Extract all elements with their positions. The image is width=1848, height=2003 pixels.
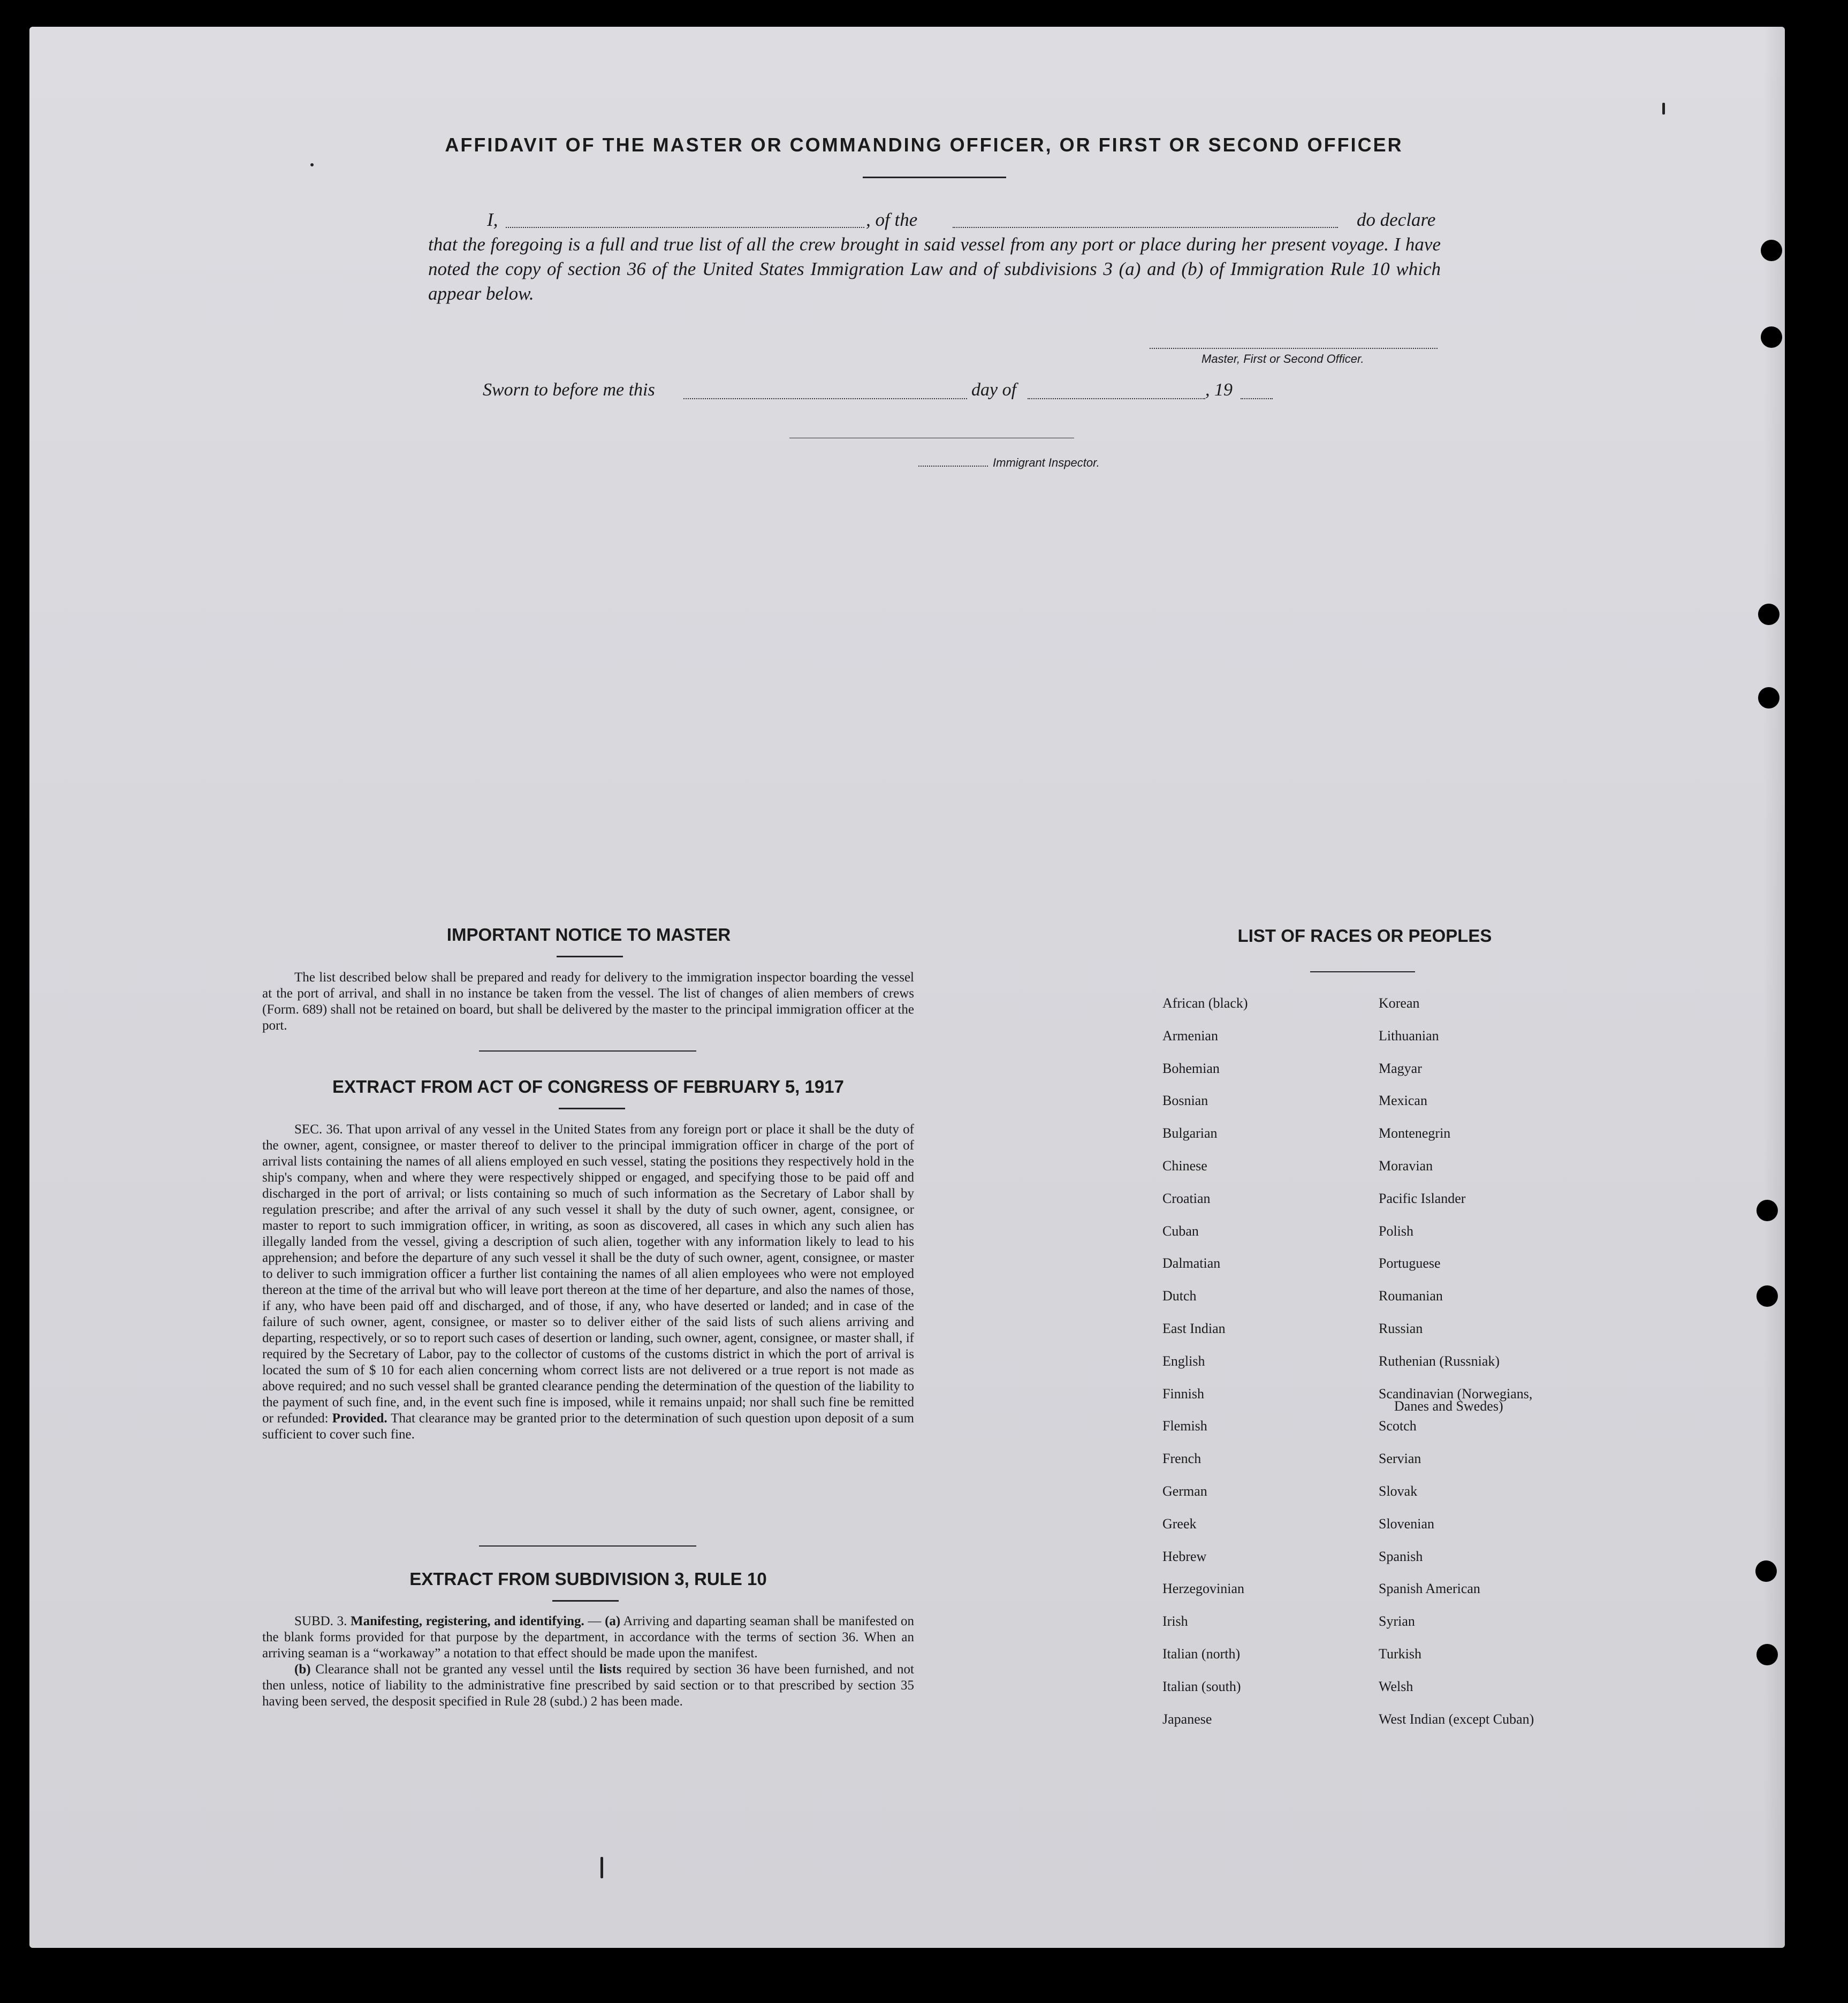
act-extract-title: EXTRACT FROM ACT OF CONGRESS OF FEBRUARY 5, 1917 <box>332 1077 844 1096</box>
race-item: Servian <box>1379 1451 1421 1467</box>
notice-title: IMPORTANT NOTICE TO MASTER <box>446 925 731 945</box>
race-item: Cuban <box>1162 1223 1199 1239</box>
subd-heading: Manifesting, registering, and identifying. <box>350 1614 584 1628</box>
race-item: Magyar <box>1379 1060 1422 1076</box>
binder-hole <box>1756 1285 1778 1307</box>
race-item: Syrian <box>1379 1613 1415 1629</box>
ink-speck <box>1662 103 1665 115</box>
sworn-year-blank[interactable] <box>1241 398 1273 399</box>
race-item: Korean <box>1379 995 1420 1011</box>
title-underline <box>863 177 1006 178</box>
section-divider <box>479 1545 696 1547</box>
ink-speck <box>600 1857 603 1878</box>
vessel-blank[interactable] <box>953 227 1338 228</box>
of-the-label: , of the <box>866 209 918 230</box>
binder-hole <box>1755 1560 1777 1582</box>
act-extract-title-rule <box>559 1108 625 1109</box>
act-provided: Provided. <box>332 1411 387 1426</box>
sworn-label: Sworn to before me this <box>483 380 655 400</box>
act-extract-body <box>262 1122 914 1443</box>
race-item: Montenegrin <box>1379 1125 1451 1141</box>
race-item: Flemish <box>1162 1418 1207 1434</box>
race-item: Irish <box>1162 1613 1188 1629</box>
year-label: , 19 <box>1205 380 1233 400</box>
race-item: Spanish <box>1379 1548 1423 1564</box>
race-item: Spanish American <box>1379 1581 1480 1597</box>
notice-text: The list described below shall be prepared and ready for delivery to the immigration inspector boarding the vessel at the port of arrival, and shall in no instance be taken from the vessel. The list of changes of alien members of crews (Form. 689) shall not be retained on board, but shall be delivered by the master to the principal immigration officer at the port. <box>262 970 914 1033</box>
rule-extract-title-rule <box>552 1600 619 1602</box>
binder-hole <box>1761 326 1782 348</box>
rule-extract-title: EXTRACT FROM SUBDIVISION 3, RULE 10 <box>409 1569 767 1589</box>
master-signature-caption: Master, First or Second Officer. <box>1201 352 1364 365</box>
binder-hole <box>1756 1200 1778 1221</box>
affidavit-statement: that the foregoing is a full and true list of all the crew brought in said vessel from any port or place during her present voyage. I have noted the copy of section 36 of the United States Immigration Law and of subdivisions 3 (a) and (b) of Immigration Rule 10 which appear below. <box>428 234 1441 304</box>
binder-hole <box>1758 604 1779 625</box>
sworn-month-blank[interactable] <box>1028 398 1205 399</box>
race-item: Dalmatian <box>1162 1255 1221 1271</box>
subd-a-text: Arriving and daparting seaman shall be manifested on the blank forms provided for that purpose by the department, in accordance with the terms of section 36. When an arriving seaman is a “workaway” a notation to that effect should be made upon the manifest. <box>262 1614 915 1661</box>
race-item: Polish <box>1379 1223 1414 1239</box>
race-item: Italian (south) <box>1162 1678 1241 1694</box>
race-item: Scotch <box>1379 1418 1417 1434</box>
race-item: Portuguese <box>1379 1255 1441 1271</box>
race-item: Moravian <box>1379 1158 1433 1174</box>
subd-b-lists: lists <box>599 1662 622 1677</box>
race-item: Croatian <box>1162 1190 1211 1206</box>
race-item: Chinese <box>1162 1158 1207 1174</box>
race-item: Welsh <box>1379 1678 1413 1694</box>
race-item: English <box>1162 1353 1205 1369</box>
race-item: French <box>1162 1451 1201 1467</box>
race-item: Italian (north) <box>1162 1646 1241 1662</box>
race-item: African (black) <box>1162 995 1248 1011</box>
subd-b-text-2: required by section 36 have been furnished, and not then unless, notice of liability to the administrative fine prescribed by said section or to that prescribed by section 35 having been served, the desposit specified in Rule 28 (subd.) 2 has been made. <box>262 1662 915 1709</box>
race-item: Slovenian <box>1379 1515 1434 1532</box>
act-text-end: That clearance may be granted prior to the determination of such question upon deposit of a sum sufficient to cover such fine. <box>262 1411 915 1442</box>
race-item: Ruthenian (Russniak) <box>1379 1353 1500 1369</box>
race-item: Armenian <box>1162 1027 1218 1044</box>
binder-hole <box>1756 1644 1778 1665</box>
master-signature-line[interactable] <box>1150 348 1438 349</box>
affidavit-title: AFFIDAVIT OF THE MASTER OR COMMANDING OFFICER, OR FIRST OR SECOND OFFICER <box>445 134 1403 156</box>
notice-title-rule <box>557 956 623 957</box>
race-item: Mexican <box>1379 1093 1427 1109</box>
declare-label: do declare <box>1357 209 1436 230</box>
subd-label: SUBD. 3. <box>294 1614 347 1628</box>
binder-hole <box>1761 240 1782 261</box>
race-item: German <box>1162 1483 1207 1499</box>
affidavit-body <box>428 208 1441 306</box>
race-item: Japanese <box>1162 1711 1212 1727</box>
race-item: Greek <box>1162 1515 1197 1532</box>
day-of-label: day of <box>971 380 1017 400</box>
race-item: Lithuanian <box>1379 1027 1439 1044</box>
race-item: Herzegovinian <box>1162 1581 1245 1597</box>
act-text-start: SEC. 36. That upon arrival of any vessel in the United States from any foreign port or place it shall be the duty of the owner, agent, consignee, or master thereof to deliver to the principal immigration officer in charge of the port of arrival lists containing the names of all aliens employed en such vessel, stating the positions they respectively hold in the ship's company, when and where they were respectively shipped or engaged, and specifying those to be paid off and discharged in the port of arrival; or lists containing so much of such information as the Secretary of Labor shall by regulation prescribe; and after the arrival of any such vessel it shall by the duty of such owner, agent, consignee, or master to report to such immigration officer, in writing, as soon as discovered, all cases in which any such alien has illegally landed from the vessel, giving a description of such alien, together with any information likely to lead to his apprehension; and before the departure of any such vessel it shall be the duty of such owner, agent, consignee, or master to deliver to such immigration officer a further list containing the names of all alien employees who were not employed thereon at the time of the arrival but who will leave port thereon at the time of her departure, and also the names of those, if any, who have been paid off and discharged, and of those, if any, who have deserted or landed; and in case of the failure of such owner, agent, consignee, or master so to deliver either of the said lists of such aliens arriving and departing, respectively, or so to report such cases of desertion or landing, such owner, agent, consignee, or master shall, if required by the Secretary of Labor, pay to the collector of customs of the customs district in which the port of arrival is located the sum of $ 10 for each alien concerning whom correct lists are not delivered or a true report is not made as above required; and no such vessel shall be granted clearance pending the determination of the question of the liability to the payment of such fine, and, in the event such fine is imposed, while it remains unpaid; nor shall such fine be remitted or refunded: <box>262 1122 914 1426</box>
inspector-prefix-blank[interactable] <box>918 466 988 467</box>
races-title: LIST OF RACES OR PEOPLES <box>1237 926 1492 946</box>
race-item: Pacific Islander <box>1379 1190 1466 1206</box>
affidavit-first-line <box>428 208 1441 232</box>
race-item: Russian <box>1379 1321 1423 1336</box>
race-item: East Indian <box>1162 1321 1226 1336</box>
section-divider <box>479 1050 696 1052</box>
binder-hole <box>1758 687 1779 709</box>
subd-a-label: (a) <box>605 1614 621 1628</box>
race-item: West Indian (except Cuban) <box>1379 1711 1534 1727</box>
sworn-date-blank[interactable] <box>683 398 967 399</box>
race-item-continuation: Danes and Swedes) <box>1394 1398 1503 1414</box>
race-item: Finnish <box>1162 1385 1205 1402</box>
race-item: Dutch <box>1162 1288 1197 1304</box>
race-item: Turkish <box>1379 1646 1421 1662</box>
race-item: Bohemian <box>1162 1060 1220 1076</box>
race-item: Hebrew <box>1162 1548 1207 1564</box>
name-blank[interactable] <box>506 227 864 228</box>
race-item: Slovak <box>1379 1483 1418 1499</box>
inspector-caption: Immigrant Inspector. <box>993 456 1100 469</box>
subd-b-label: (b) <box>294 1662 311 1677</box>
race-item: Bulgarian <box>1162 1125 1218 1141</box>
race-item: Scandinavian (Norwegians, <box>1379 1385 1533 1402</box>
subd-b-text-1: Clearance shall not be granted any vessel until the <box>315 1662 595 1677</box>
rule-extract-body: SUBD. 3. Manifesting, registering, and identifying. — (a) Arriving and daparting seaman shall be manifested on the blank forms provided for that purpose by the department, in accordance with the terms of section 36. When an arriving seaman is a “workaway” a notation to that effect should be made upon the manifest. (b) Clearance shall not be granted any vessel until the lists required by section 36 have been furnished, and not then unless, notice of liability to the administrative fine prescribed by said section or to that prescribed by section 35 having been served, the desposit specified in Rule 28 (subd.) 2 has been made. <box>262 1614 915 1709</box>
races-title-rule <box>1310 971 1415 972</box>
race-item: Bosnian <box>1162 1093 1208 1109</box>
affidavit-i-label: I, <box>487 209 498 230</box>
notice-body <box>262 970 914 1034</box>
race-item: Roumanian <box>1379 1288 1443 1304</box>
ink-speck <box>310 163 314 166</box>
